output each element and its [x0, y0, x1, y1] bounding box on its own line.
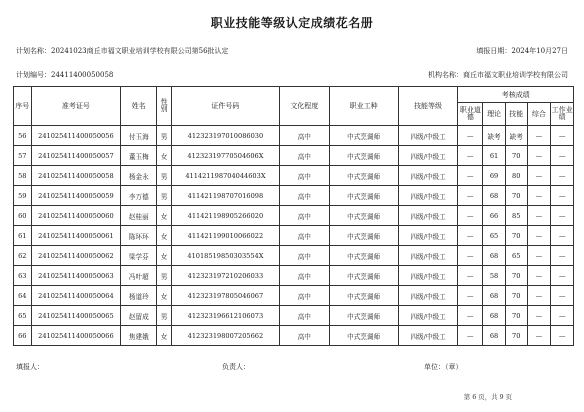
- cell-ethics: —: [458, 246, 483, 266]
- cell-id-number: 411421198704044603X: [171, 166, 279, 186]
- header-name: 姓名: [121, 87, 157, 126]
- cell-occupation: 中式烹调师: [329, 266, 398, 286]
- header-skill-level: 技能等级: [398, 87, 458, 126]
- header-seq: 序号: [14, 87, 32, 126]
- cell-theory: 66: [483, 206, 506, 226]
- header-id-number: 证件号码: [171, 87, 279, 126]
- cell-work-performance: —: [551, 306, 574, 326]
- cell-gender: 女: [157, 206, 171, 226]
- cell-education: 高中: [280, 206, 330, 226]
- roster-title: 职业技能等级认定成绩花名册: [210, 16, 374, 30]
- cell-education: 高中: [280, 246, 330, 266]
- score-roster-table: [13, 86, 574, 346]
- cell-skill: 70: [505, 226, 527, 246]
- cell-seq: 66: [14, 326, 32, 346]
- cell-overall: —: [527, 306, 551, 326]
- cell-skill-level: 四级/中级工: [398, 166, 458, 186]
- cell-skill-level: 四级/中级工: [398, 126, 458, 146]
- page-indicator: 第 6 页，共 9 页: [463, 393, 512, 401]
- cell-ethics: —: [458, 126, 483, 146]
- cell-overall: —: [527, 166, 551, 186]
- cell-gender: 男: [157, 186, 171, 206]
- cell-occupation: 中式烹调师: [329, 206, 398, 226]
- cell-seq: 56: [14, 126, 32, 146]
- cell-work-performance: —: [551, 146, 574, 166]
- cell-education: 高中: [280, 166, 330, 186]
- header-skill: 技能: [505, 103, 527, 126]
- table-header-row: [14, 87, 574, 103]
- header-education: 文化程度: [280, 87, 330, 126]
- header-work-performance: [551, 103, 574, 126]
- cell-id-number: 412323196612106073: [171, 306, 279, 326]
- cell-education: 高中: [280, 146, 330, 166]
- cell-seq: 64: [14, 286, 32, 306]
- cell-theory: 68: [483, 186, 506, 206]
- cell-overall: —: [527, 206, 551, 226]
- table-row: [14, 286, 574, 306]
- cell-ethics: —: [458, 146, 483, 166]
- cell-skill: 70: [505, 186, 527, 206]
- header-gender: [157, 87, 171, 126]
- cell-id-number: 41232319770504606X: [171, 146, 279, 166]
- cell-education: 高中: [280, 126, 330, 146]
- fill-date: 填报日期：2024年10月27日: [476, 47, 568, 55]
- table-row: [14, 306, 574, 326]
- cell-id-number: 411421199010066022: [171, 226, 279, 246]
- cell-overall: —: [527, 266, 551, 286]
- cell-ticket: 241025411400050059: [31, 186, 121, 206]
- cell-education: 高中: [280, 226, 330, 246]
- cell-occupation: 中式烹调师: [329, 226, 398, 246]
- cell-name: 杨金永: [121, 166, 157, 186]
- cell-overall: —: [527, 246, 551, 266]
- cell-skill-level: 四级/中级工: [398, 326, 458, 346]
- cell-work-performance: —: [551, 186, 574, 206]
- cell-ticket: 241025411400050061: [31, 226, 121, 246]
- cell-seq: 58: [14, 166, 32, 186]
- cell-seq: 60: [14, 206, 32, 226]
- cell-ticket: 241025411400050066: [31, 326, 121, 346]
- cell-skill: 65: [505, 246, 527, 266]
- cell-skill-level: 四级/中级工: [398, 186, 458, 206]
- cell-overall: —: [527, 286, 551, 306]
- cell-occupation: 中式烹调师: [329, 286, 398, 306]
- cell-seq: 57: [14, 146, 32, 166]
- cell-name: 赵留成: [121, 306, 157, 326]
- cell-gender: 女: [157, 326, 171, 346]
- table-body: [14, 126, 574, 346]
- cell-occupation: 中式烹调师: [329, 166, 398, 186]
- unit-seal-label: 单位：（章）: [424, 363, 463, 371]
- header-ethics: [458, 103, 483, 126]
- cell-name: 陈环环: [121, 226, 157, 246]
- cell-name: 梁学芬: [121, 246, 157, 266]
- cell-ticket: 241025411400050062: [31, 246, 121, 266]
- cell-work-performance: —: [551, 266, 574, 286]
- header-occupation: 职业工种: [329, 87, 398, 126]
- table-row: [14, 206, 574, 226]
- cell-id-number: 411421198905266020: [171, 206, 279, 226]
- cell-occupation: 中式烹调师: [329, 326, 398, 346]
- cell-theory: 68: [483, 326, 506, 346]
- plan-name: 计划名称：20241023商丘市福文职业培训学校有限公司第56批认定: [16, 47, 229, 55]
- cell-ticket: 241025411400050065: [31, 306, 121, 326]
- cell-ticket: 241025411400050064: [31, 286, 121, 306]
- cell-id-number: 412323198007205662: [171, 326, 279, 346]
- cell-occupation: 中式烹调师: [329, 126, 398, 146]
- cell-ethics: —: [458, 306, 483, 326]
- cell-theory: 68: [483, 286, 506, 306]
- cell-education: 高中: [280, 326, 330, 346]
- table-row: [14, 126, 574, 146]
- header-work-performance-label: 工作业绩: [551, 106, 573, 121]
- cell-theory: 68: [483, 306, 506, 326]
- cell-skill: 80: [505, 166, 527, 186]
- table-row: [14, 326, 574, 346]
- cell-occupation: 中式烹调师: [329, 246, 398, 266]
- cell-name: 赵桂丽: [121, 206, 157, 226]
- cell-ethics: —: [458, 166, 483, 186]
- header-overall: 综合: [527, 103, 551, 126]
- cell-ticket: 241025411400050063: [31, 266, 121, 286]
- cell-skill: 缺考: [505, 126, 527, 146]
- plan-number: 计划编号：24411400050058: [16, 71, 114, 79]
- cell-id-number: 41018519850303554X: [171, 246, 279, 266]
- cell-theory: 69: [483, 166, 506, 186]
- header-theory: 理论: [483, 103, 506, 126]
- cell-work-performance: —: [551, 326, 574, 346]
- header-ticket: 准考证号: [31, 87, 121, 126]
- cell-name: 付玉海: [121, 126, 157, 146]
- cell-theory: 58: [483, 266, 506, 286]
- cell-skill-level: 四级/中级工: [398, 286, 458, 306]
- organization-name: 机构名称：商丘市福文职业培训学校有限公司: [428, 71, 568, 79]
- cell-ethics: —: [458, 226, 483, 246]
- cell-theory: 61: [483, 146, 506, 166]
- table-row: [14, 266, 574, 286]
- cell-id-number: 412323197210206033: [171, 266, 279, 286]
- cell-id-number: 412323197805046067: [171, 286, 279, 306]
- cell-seq: 59: [14, 186, 32, 206]
- cell-name: 杨道玲: [121, 286, 157, 306]
- cell-skill-level: 四级/中级工: [398, 306, 458, 326]
- cell-education: 高中: [280, 306, 330, 326]
- cell-skill: 70: [505, 146, 527, 166]
- cell-education: 高中: [280, 266, 330, 286]
- cell-theory: 68: [483, 246, 506, 266]
- filler-label: 填报人：: [16, 363, 44, 371]
- cell-education: 高中: [280, 286, 330, 306]
- cell-work-performance: —: [551, 166, 574, 186]
- cell-overall: —: [527, 186, 551, 206]
- cell-education: 高中: [280, 186, 330, 206]
- cell-work-performance: —: [551, 246, 574, 266]
- cell-skill-level: 四级/中级工: [398, 206, 458, 226]
- cell-seq: 63: [14, 266, 32, 286]
- table-row: [14, 186, 574, 206]
- header-scores-group: 考核成绩: [458, 87, 574, 103]
- cell-gender: 女: [157, 286, 171, 306]
- table-row: [14, 166, 574, 186]
- header-ethics-label: 职业道德: [459, 106, 481, 121]
- cell-theory: 缺考: [483, 126, 506, 146]
- cell-ticket: 241025411400050057: [31, 146, 121, 166]
- cell-occupation: 中式烹调师: [329, 146, 398, 166]
- cell-overall: —: [527, 226, 551, 246]
- cell-name: 李万德: [121, 186, 157, 206]
- cell-ticket: 241025411400050056: [31, 126, 121, 146]
- cell-work-performance: —: [551, 206, 574, 226]
- cell-gender: 男: [157, 166, 171, 186]
- cell-skill: 70: [505, 286, 527, 306]
- cell-skill: 70: [505, 266, 527, 286]
- cell-occupation: 中式烹调师: [329, 186, 398, 206]
- cell-seq: 62: [14, 246, 32, 266]
- cell-skill-level: 四级/中级工: [398, 226, 458, 246]
- cell-overall: —: [527, 126, 551, 146]
- cell-overall: —: [527, 146, 551, 166]
- cell-ethics: —: [458, 206, 483, 226]
- header-gender-label: 性别: [160, 98, 168, 113]
- table-row: [14, 146, 574, 166]
- cell-id-number: 412323197010086030: [171, 126, 279, 146]
- cell-name: 焦建娥: [121, 326, 157, 346]
- cell-work-performance: —: [551, 226, 574, 246]
- cell-seq: 65: [14, 306, 32, 326]
- cell-ethics: —: [458, 266, 483, 286]
- cell-ticket: 241025411400050058: [31, 166, 121, 186]
- cell-skill: 85: [505, 206, 527, 226]
- cell-skill-level: 四级/中级工: [398, 146, 458, 166]
- table-row: [14, 246, 574, 266]
- owner-label: 负责人：: [222, 363, 250, 371]
- cell-skill: 70: [505, 306, 527, 326]
- cell-gender: 男: [157, 306, 171, 326]
- cell-gender: 男: [157, 266, 171, 286]
- cell-skill: 70: [505, 326, 527, 346]
- cell-work-performance: —: [551, 286, 574, 306]
- cell-id-number: 411421198707016098: [171, 186, 279, 206]
- cell-seq: 61: [14, 226, 32, 246]
- table-row: [14, 226, 574, 246]
- cell-ticket: 241025411400050060: [31, 206, 121, 226]
- cell-ethics: —: [458, 326, 483, 346]
- cell-skill-level: 四级/中级工: [398, 266, 458, 286]
- cell-gender: 女: [157, 226, 171, 246]
- cell-name: 冯叶超: [121, 266, 157, 286]
- cell-skill-level: 四级/中级工: [398, 246, 458, 266]
- cell-occupation: 中式烹调师: [329, 306, 398, 326]
- cell-gender: 女: [157, 146, 171, 166]
- cell-gender: 男: [157, 126, 171, 146]
- cell-ethics: —: [458, 186, 483, 206]
- cell-name: 董玉梅: [121, 146, 157, 166]
- cell-overall: —: [527, 326, 551, 346]
- cell-theory: 65: [483, 226, 506, 246]
- cell-gender: 女: [157, 246, 171, 266]
- cell-work-performance: —: [551, 126, 574, 146]
- cell-ethics: —: [458, 286, 483, 306]
